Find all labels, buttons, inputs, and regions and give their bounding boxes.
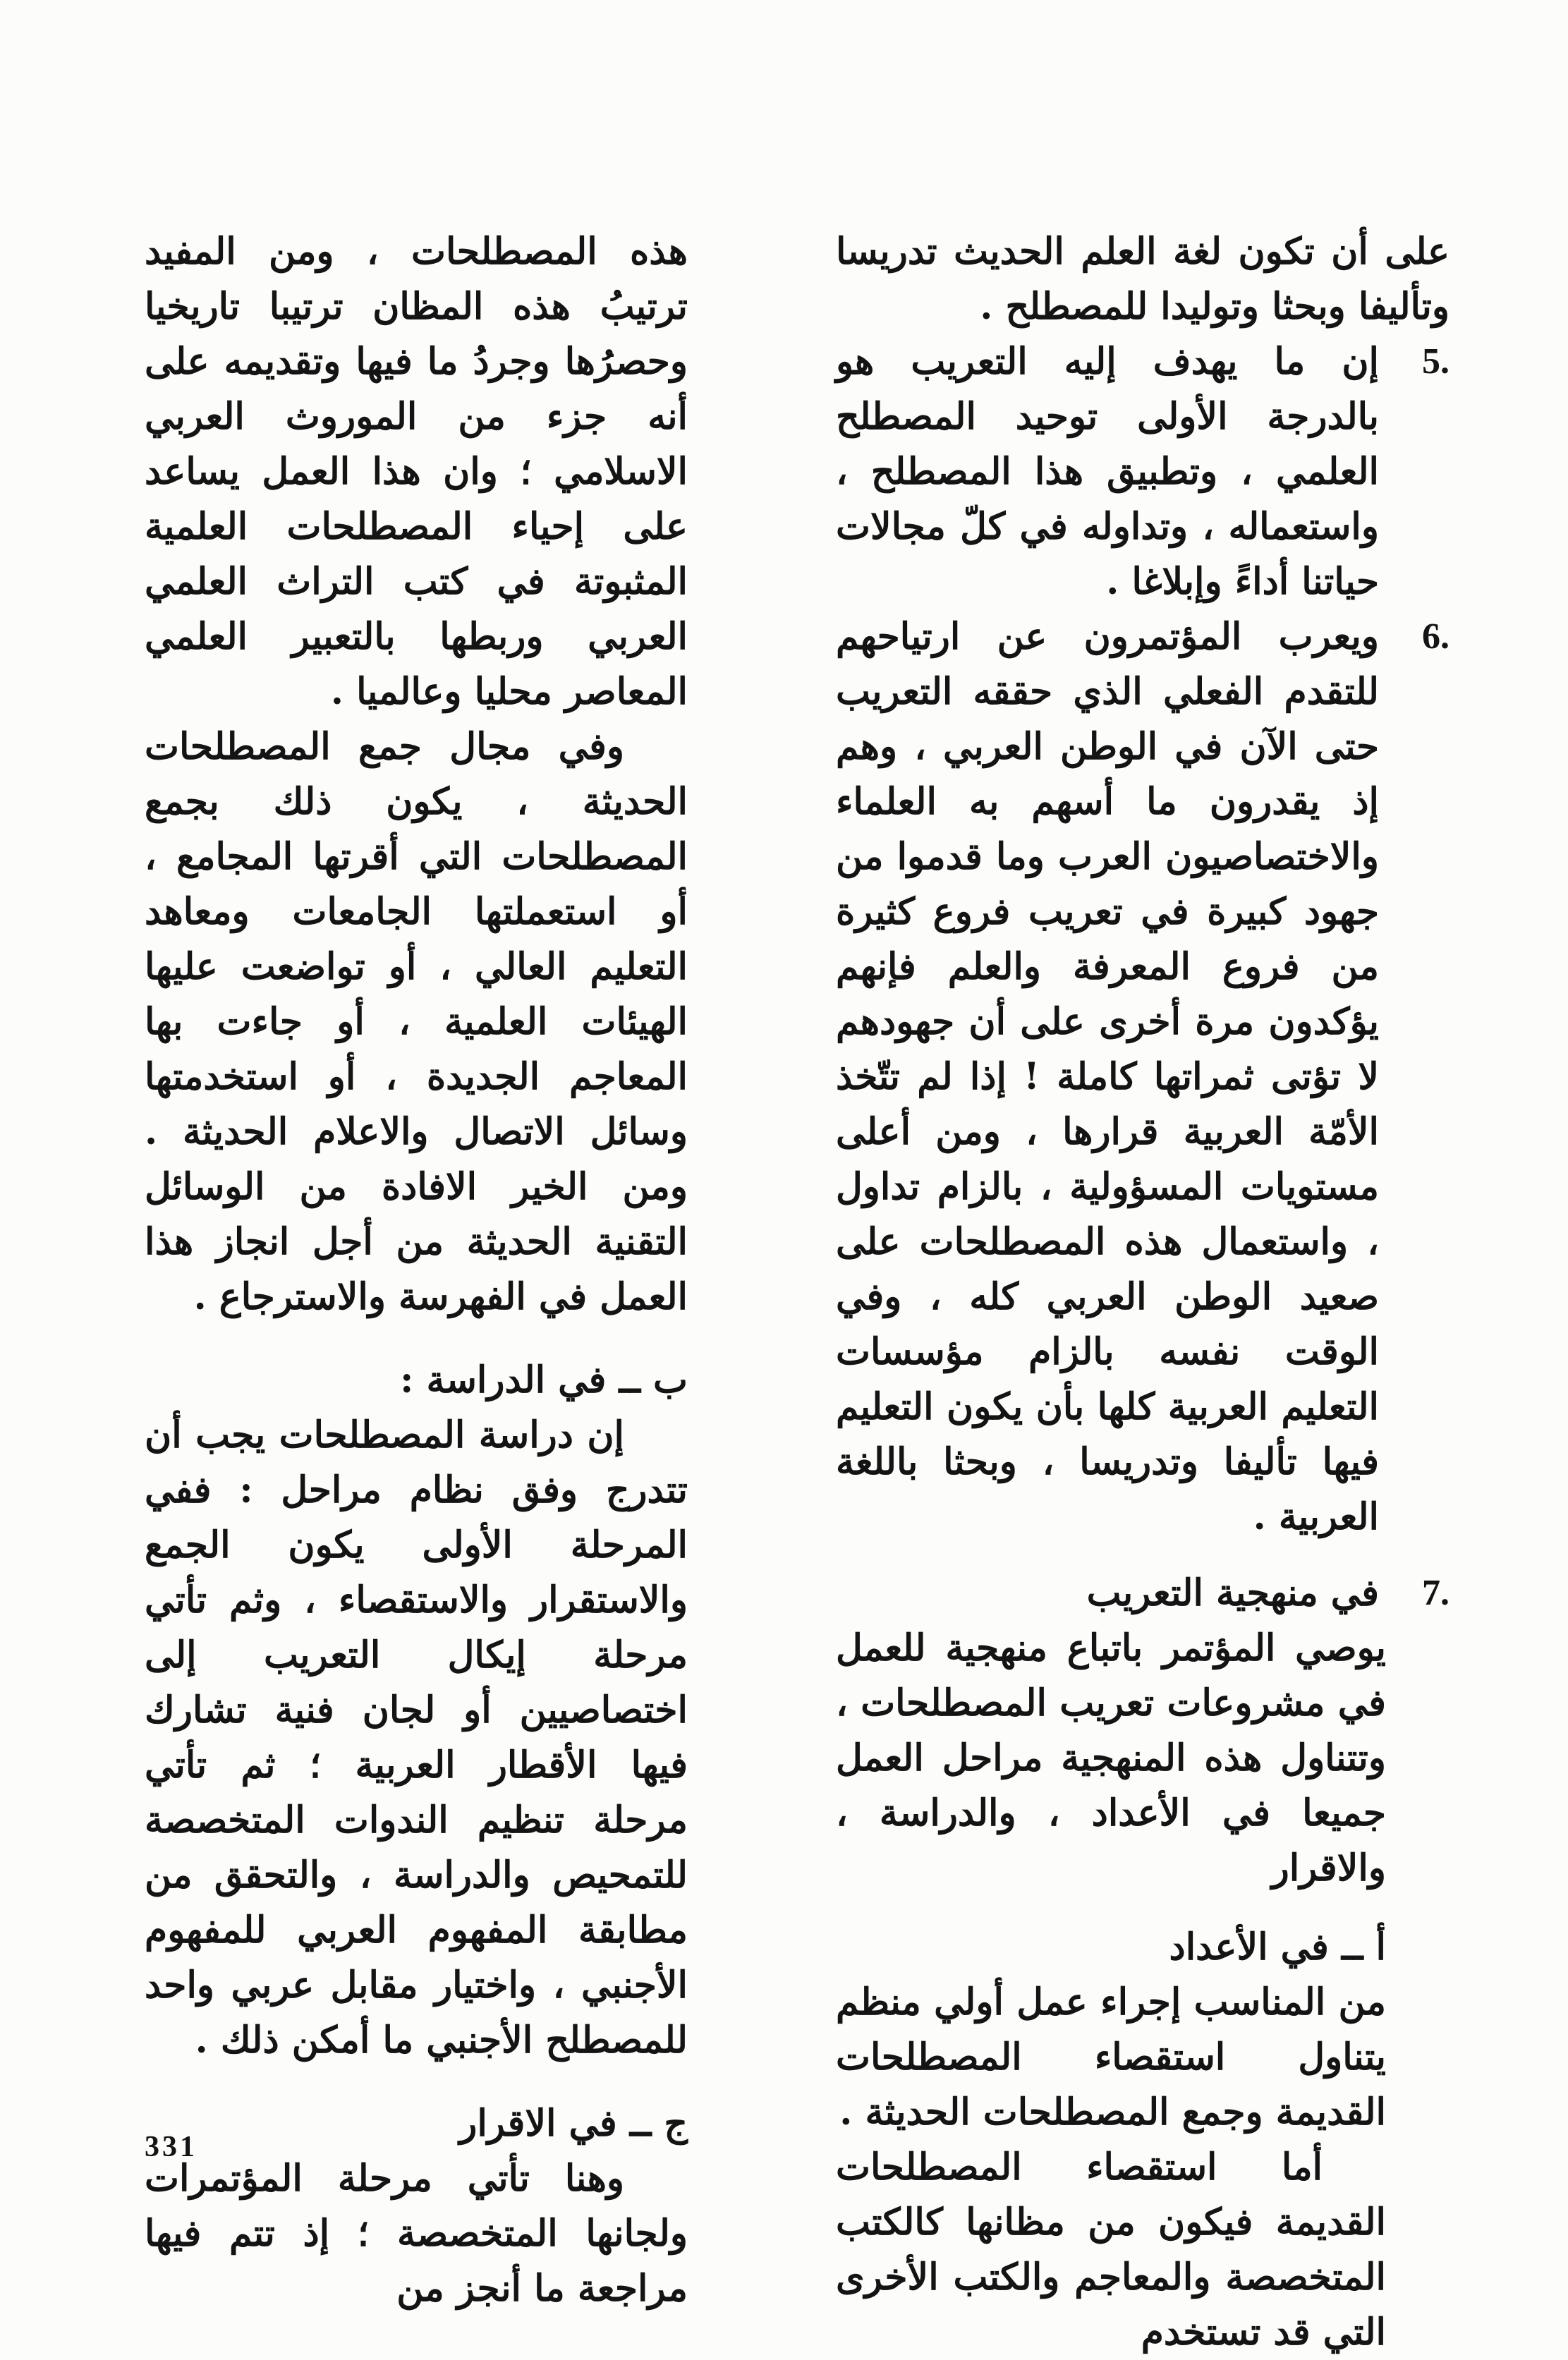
list-item-5 — [836, 334, 1450, 609]
section-b-text: إن دراسة المصطلحات يجب أن تتدرج وفق نظام مراحل : ففي المرحلة الأولى يكون الجمع والاستقرار والاستقصاء ، وثم تأتي مرحلة إيكال التعريب إلى اختصاصيين أو لجان فنية تشارك فيها الأقطار العربية ؛ ثم تأتي مرحلة تنظيم الندوات المتخصصة للتمحيص والدراسة ، والتحقق من مطابقة المفهوم العربي للمفهوم الأجنبي ، واختيار مقابل عربي واحد للمصطلح الأجنبي ما أمكن ذلك . — [145, 1413, 688, 2062]
section-a-paragraph-2: أما استقصاء المصطلحات القديمة فيكون من مظانها كالكتب المتخصصة والمعاجم والكتب الأخرى التي قد تستخدم — [836, 2146, 1386, 2354]
left-paragraph-2: وفي مجال جمع المصطلحات الحديثة ، يكون ذلك بجمع المصطلحات التي أقرتها المجامع ، أو استعملتها الجامعات ومعاهد التعليم العالي ، أو تواضعت عليها الهيئات العلمية ، أو جاءت بها المعاجم الجديدة ، أو استخدمتها وسائل الاتصال والاعلام الحديثة . ومن الخير الافادة من الوسائل التقنية الحديثة من أجل انجاز هذا العمل في الفهرسة والاسترجاع . — [145, 725, 688, 1318]
section-a-paragraph-1: من المناسب إجراء عمل أولي منظم يتناول استقصاء المصطلحات القديمة وجمع المصطلحات الحديثة . — [836, 1981, 1386, 2134]
item-number: 5. — [1422, 341, 1450, 382]
section-a-heading: أ ــ في الأعداد — [1169, 1926, 1386, 1969]
item-number: 7. — [1422, 1573, 1450, 1613]
item-text: إن ما يهدف إليه التعريب هو بالدرجة الأولى توحيد المصطلح العلمي ، وتطبيق هذا المصطلح ، واستعماله ، وتداوله في كلّ مجالات حياتنا أداءً وإبلاغا . — [836, 340, 1379, 603]
left-paragraph-1: هذه المصطلحات ، ومن المفيد ترتيبُ هذه المظان ترتيبا تاريخيا وحصرُها وجردُ ما فيها وتقديمه على أنه جزء من الموروث العربي الاسلامي ؛ وان هذا العمل يساعد على إحياء المصطلحات العلمية المثبوتة في كتب التراث العلمي العربي وربطها بالتعبير العلمي المعاصر محليا وعالميا . — [145, 230, 688, 713]
item-7-text: يوصي المؤتمر باتباع منهجية للعمل في مشروعات تعريب المصطلحات ، وتتناول هذه المنهجية مراحل العمل جميعا في الأعداد ، والدراسة ، والاقرار — [836, 1626, 1386, 1890]
section-b-heading: ب ــ في الدراسة : — [400, 1358, 688, 1401]
item-text: ويعرب المؤتمرون عن ارتياحهم للتقدم الفعلي الذي حققه التعريب حتى الآن في الوطن العربي ، وهم إذ يقدرون ما أسهم به العلماء والاختصاصيون العرب وما قدموا من جهود كبيرة في تعريب فروع كثيرة من فروع المعرفة والعلم فإنهم يؤكدون مرة أخرى على أن جهودهم لا تؤتى ثمراتها كاملة ! إذا لم تتّخذ الأمّة العربية قرارها ، ومن أعلى مستويات المسؤولية ، بالزام تداول ، واستعمال هذه المصطلحات على صعيد الوطن العربي كله ، وفي الوقت نفسه بالزام مؤسسات التعليم العربية كلها بأن يكون التعليم فيها تأليفا وتدريسا ، وبحثا باللغة العربية . — [836, 615, 1379, 1538]
page-number: 331 — [145, 2131, 197, 2163]
left-column — [145, 224, 688, 2316]
section-c-text: وهنا تأتي مرحلة المؤتمرات ولجانها المتخصصة ؛ إذ تتم فيها مراجعة ما أنجز من — [145, 2157, 688, 2310]
list-item-7 — [836, 1566, 1450, 1621]
right-column — [836, 224, 1450, 2360]
item-heading: في منهجية التعريب — [1086, 1571, 1379, 1614]
intro-paragraph: على أن تكون لغة العلم الحديث تدريسا وتأليفا وبحثا وتوليدا للمصطلح . — [836, 230, 1450, 328]
section-c-heading: ج ــ في الاقرار — [459, 2102, 688, 2145]
item-number: 6. — [1422, 616, 1450, 657]
list-item-6 — [836, 609, 1450, 1545]
